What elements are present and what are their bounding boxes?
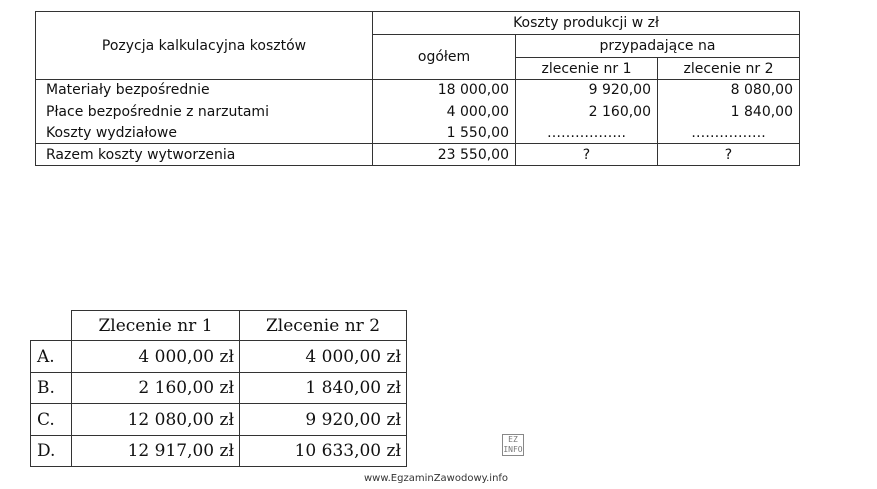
answer-row-a[interactable] bbox=[31, 341, 407, 373]
answer-value-1: 12 917,00 zł bbox=[72, 436, 240, 467]
answer-row-d[interactable] bbox=[31, 436, 407, 467]
row-order2: 1 840,00 bbox=[658, 101, 800, 123]
row-order1: 2 160,00 bbox=[516, 101, 658, 123]
site-url: www.EgzaminZawodowy.info bbox=[364, 473, 509, 484]
summary-order2: ? bbox=[658, 144, 800, 166]
summary-order1: ? bbox=[516, 144, 658, 166]
row-label: Płace bezpośrednie z narzutami bbox=[36, 101, 373, 123]
header-per: przypadające na bbox=[516, 35, 800, 58]
answer-letter: C. bbox=[31, 404, 72, 436]
row-total: 18 000,00 bbox=[373, 80, 516, 101]
answer-value-1: 4 000,00 zł bbox=[72, 341, 240, 373]
answer-row-c[interactable] bbox=[31, 404, 407, 436]
answer-row-b[interactable] bbox=[31, 373, 407, 404]
summary-label: Razem koszty wytworzenia bbox=[36, 144, 373, 166]
row-order2: 8 080,00 bbox=[658, 80, 800, 101]
cost-calculation-table bbox=[35, 11, 800, 166]
row-label: Koszty wydziałowe bbox=[36, 123, 373, 144]
header-order1: zlecenie nr 1 bbox=[516, 58, 658, 80]
header-total: ogółem bbox=[373, 35, 516, 80]
answer-letter: A. bbox=[31, 341, 72, 373]
table-row bbox=[36, 101, 800, 123]
row-total: 1 550,00 bbox=[373, 123, 516, 144]
qr-code-icon: EZ INFO bbox=[503, 435, 523, 454]
table-row bbox=[36, 80, 800, 101]
answer-value-2: 10 633,00 zł bbox=[240, 436, 407, 467]
header-order2: zlecenie nr 2 bbox=[658, 58, 800, 80]
answer-value-2: 9 920,00 zł bbox=[240, 404, 407, 436]
table-row bbox=[36, 123, 800, 144]
row-label: Materiały bezpośrednie bbox=[36, 80, 373, 101]
answer-value-2: 4 000,00 zł bbox=[240, 341, 407, 373]
answer-col-order2: Zlecenie nr 2 bbox=[240, 311, 407, 341]
header-position: Pozycja kalkulacyjna kosztów bbox=[36, 12, 373, 80]
summary-total: 23 550,00 bbox=[373, 144, 516, 166]
answer-value-2: 1 840,00 zł bbox=[240, 373, 407, 404]
row-order2: ……………. bbox=[658, 123, 800, 144]
answer-col-order1: Zlecenie nr 1 bbox=[72, 311, 240, 341]
answer-value-1: 2 160,00 zł bbox=[72, 373, 240, 404]
answer-value-1: 12 080,00 zł bbox=[72, 404, 240, 436]
empty-corner bbox=[31, 311, 72, 341]
summary-row bbox=[36, 144, 800, 166]
row-order1: …………….. bbox=[516, 123, 658, 144]
answer-letter: D. bbox=[31, 436, 72, 467]
answer-options-table bbox=[30, 310, 407, 467]
row-order1: 9 920,00 bbox=[516, 80, 658, 101]
row-total: 4 000,00 bbox=[373, 101, 516, 123]
header-costs: Koszty produkcji w zł bbox=[373, 12, 800, 35]
answer-letter: B. bbox=[31, 373, 72, 404]
